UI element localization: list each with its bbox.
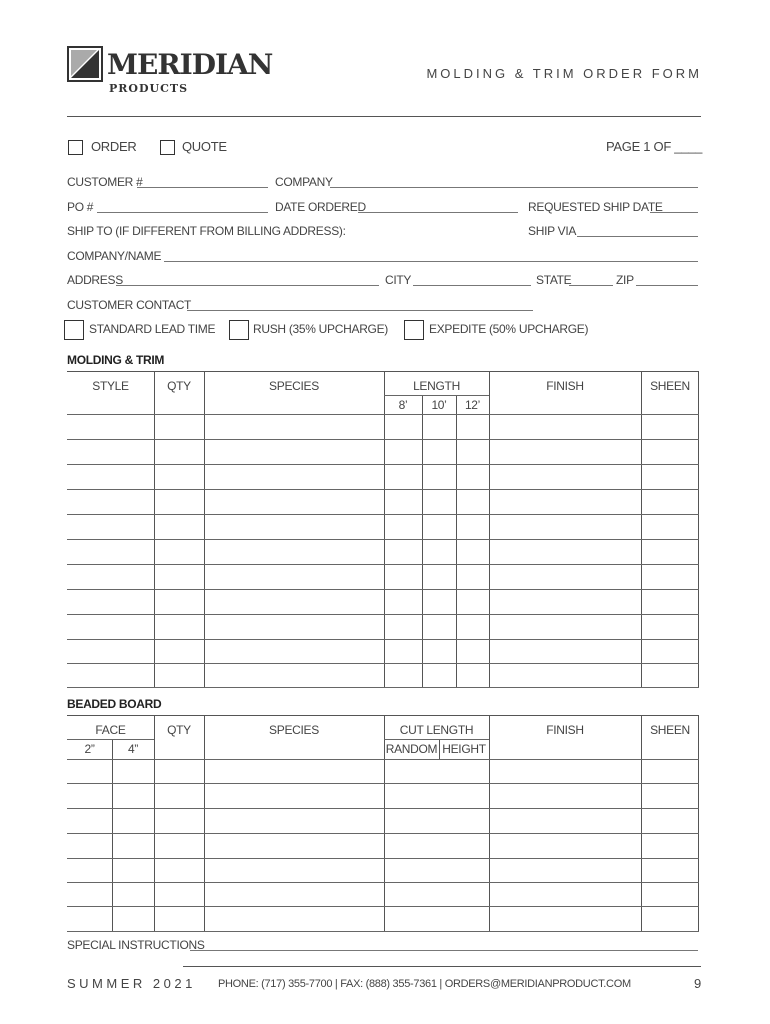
table-row[interactable] [67,514,699,515]
table-row[interactable] [67,808,699,809]
brand-name: MERIDIAN [107,48,273,81]
table-row[interactable] [67,858,699,859]
header-random: RANDOM [385,742,438,756]
expedite-checkbox[interactable] [404,320,424,340]
molding-table [67,371,699,687]
customer-contact-field[interactable] [187,310,533,311]
po-label: PO # [67,200,94,214]
table-row[interactable] [67,614,699,615]
company-field[interactable] [330,187,698,188]
zip-field[interactable] [636,285,698,286]
header-rule [67,116,701,117]
ship-to-label: SHIP TO (IF DIFFERENT FROM BILLING ADDRESS): [67,224,346,238]
header-style: STYLE [92,379,129,393]
date-ordered-label: DATE ORDERED [275,200,366,214]
table-row[interactable] [67,663,699,664]
company-label: COMPANY [275,175,333,189]
beaded-section-title: BEADED BOARD [67,697,162,711]
table-row[interactable] [67,931,699,932]
header-finish: FINISH [546,723,584,737]
table-row[interactable] [67,564,699,565]
state-label: STATE [536,273,572,287]
table-row[interactable] [67,783,699,784]
quote-checkbox[interactable] [160,140,175,155]
rush-label: RUSH (35% UPCHARGE) [253,322,388,336]
po-field[interactable] [97,212,268,213]
form-title: MOLDING & TRIM ORDER FORM [426,66,702,81]
customer-contact-label: CUSTOMER CONTACT [67,298,192,312]
standard-lead-label: STANDARD LEAD TIME [89,322,216,336]
address-field[interactable] [116,285,379,286]
header-cut-length: CUT LENGTH [399,723,474,737]
customer-label: CUSTOMER # [67,175,143,189]
header-qty: QTY [167,379,191,393]
order-checkbox[interactable] [68,140,83,155]
molding-section-title: MOLDING & TRIM [67,353,165,367]
table-row[interactable] [67,414,699,415]
header-face: FACE [95,723,126,737]
footer-contact: PHONE: (717) 355-7700 | FAX: (888) 355-7361 | ORDERS@MERIDIANPRODUCT.COM [218,978,631,990]
header-qty: QTY [167,723,191,737]
table-row[interactable] [67,759,699,760]
ship-via-field[interactable] [577,236,698,237]
table-row[interactable] [67,589,699,590]
zip-label: ZIP [616,273,634,287]
footer-rule [183,966,701,967]
company-name-label: COMPANY/NAME [67,249,162,263]
special-instructions-field[interactable] [190,950,698,951]
table-row[interactable] [67,464,699,465]
header-species: SPECIES [269,379,319,393]
header-species: SPECIES [269,723,319,737]
header-face-2: 2” [84,742,95,756]
header-length: LENGTH [413,379,460,393]
page-label: PAGE 1 OF ____ [606,139,702,154]
requested-ship-date-field[interactable] [650,212,698,213]
table-row[interactable] [67,882,699,883]
rush-checkbox[interactable] [229,320,249,340]
order-label: ORDER [91,139,137,154]
footer-page-number: 9 [694,976,702,991]
city-label: CITY [385,273,412,287]
header-length-8: 8’ [398,398,408,412]
table-row[interactable] [67,639,699,640]
brand-sub: PRODUCTS [109,82,189,95]
beaded-table [67,715,699,931]
state-field[interactable] [569,285,613,286]
requested-ship-date-label: REQUESTED SHIP DATE [528,200,663,214]
table-row[interactable] [67,833,699,834]
table-row[interactable] [67,687,699,688]
table-row[interactable] [67,539,699,540]
header-length-10: 10’ [431,398,447,412]
special-instructions-label: SPECIAL INSTRUCTIONS [67,938,205,952]
header-sheen: SHEEN [650,723,690,737]
customer-field[interactable] [137,187,268,188]
address-label: ADDRESS [67,273,123,287]
header-height: HEIGHT [442,742,486,756]
header-length-12: 12’ [464,398,481,412]
footer-season: SUMMER 2021 [67,976,196,991]
logo-mark-icon [67,46,103,82]
header-face-4: 4” [127,742,139,756]
expedite-label: EXPEDITE (50% UPCHARGE) [429,322,589,336]
table-row[interactable] [67,489,699,490]
logo [67,46,273,101]
date-ordered-field[interactable] [358,212,518,213]
city-field[interactable] [413,285,531,286]
ship-via-label: SHIP VIA [528,224,577,238]
standard-lead-checkbox[interactable] [64,320,84,340]
company-name-field[interactable] [164,261,698,262]
table-row[interactable] [67,439,699,440]
header-sheen: SHEEN [650,379,690,393]
header-finish: FINISH [546,379,584,393]
table-row[interactable] [67,906,699,907]
quote-label: QUOTE [182,139,227,154]
